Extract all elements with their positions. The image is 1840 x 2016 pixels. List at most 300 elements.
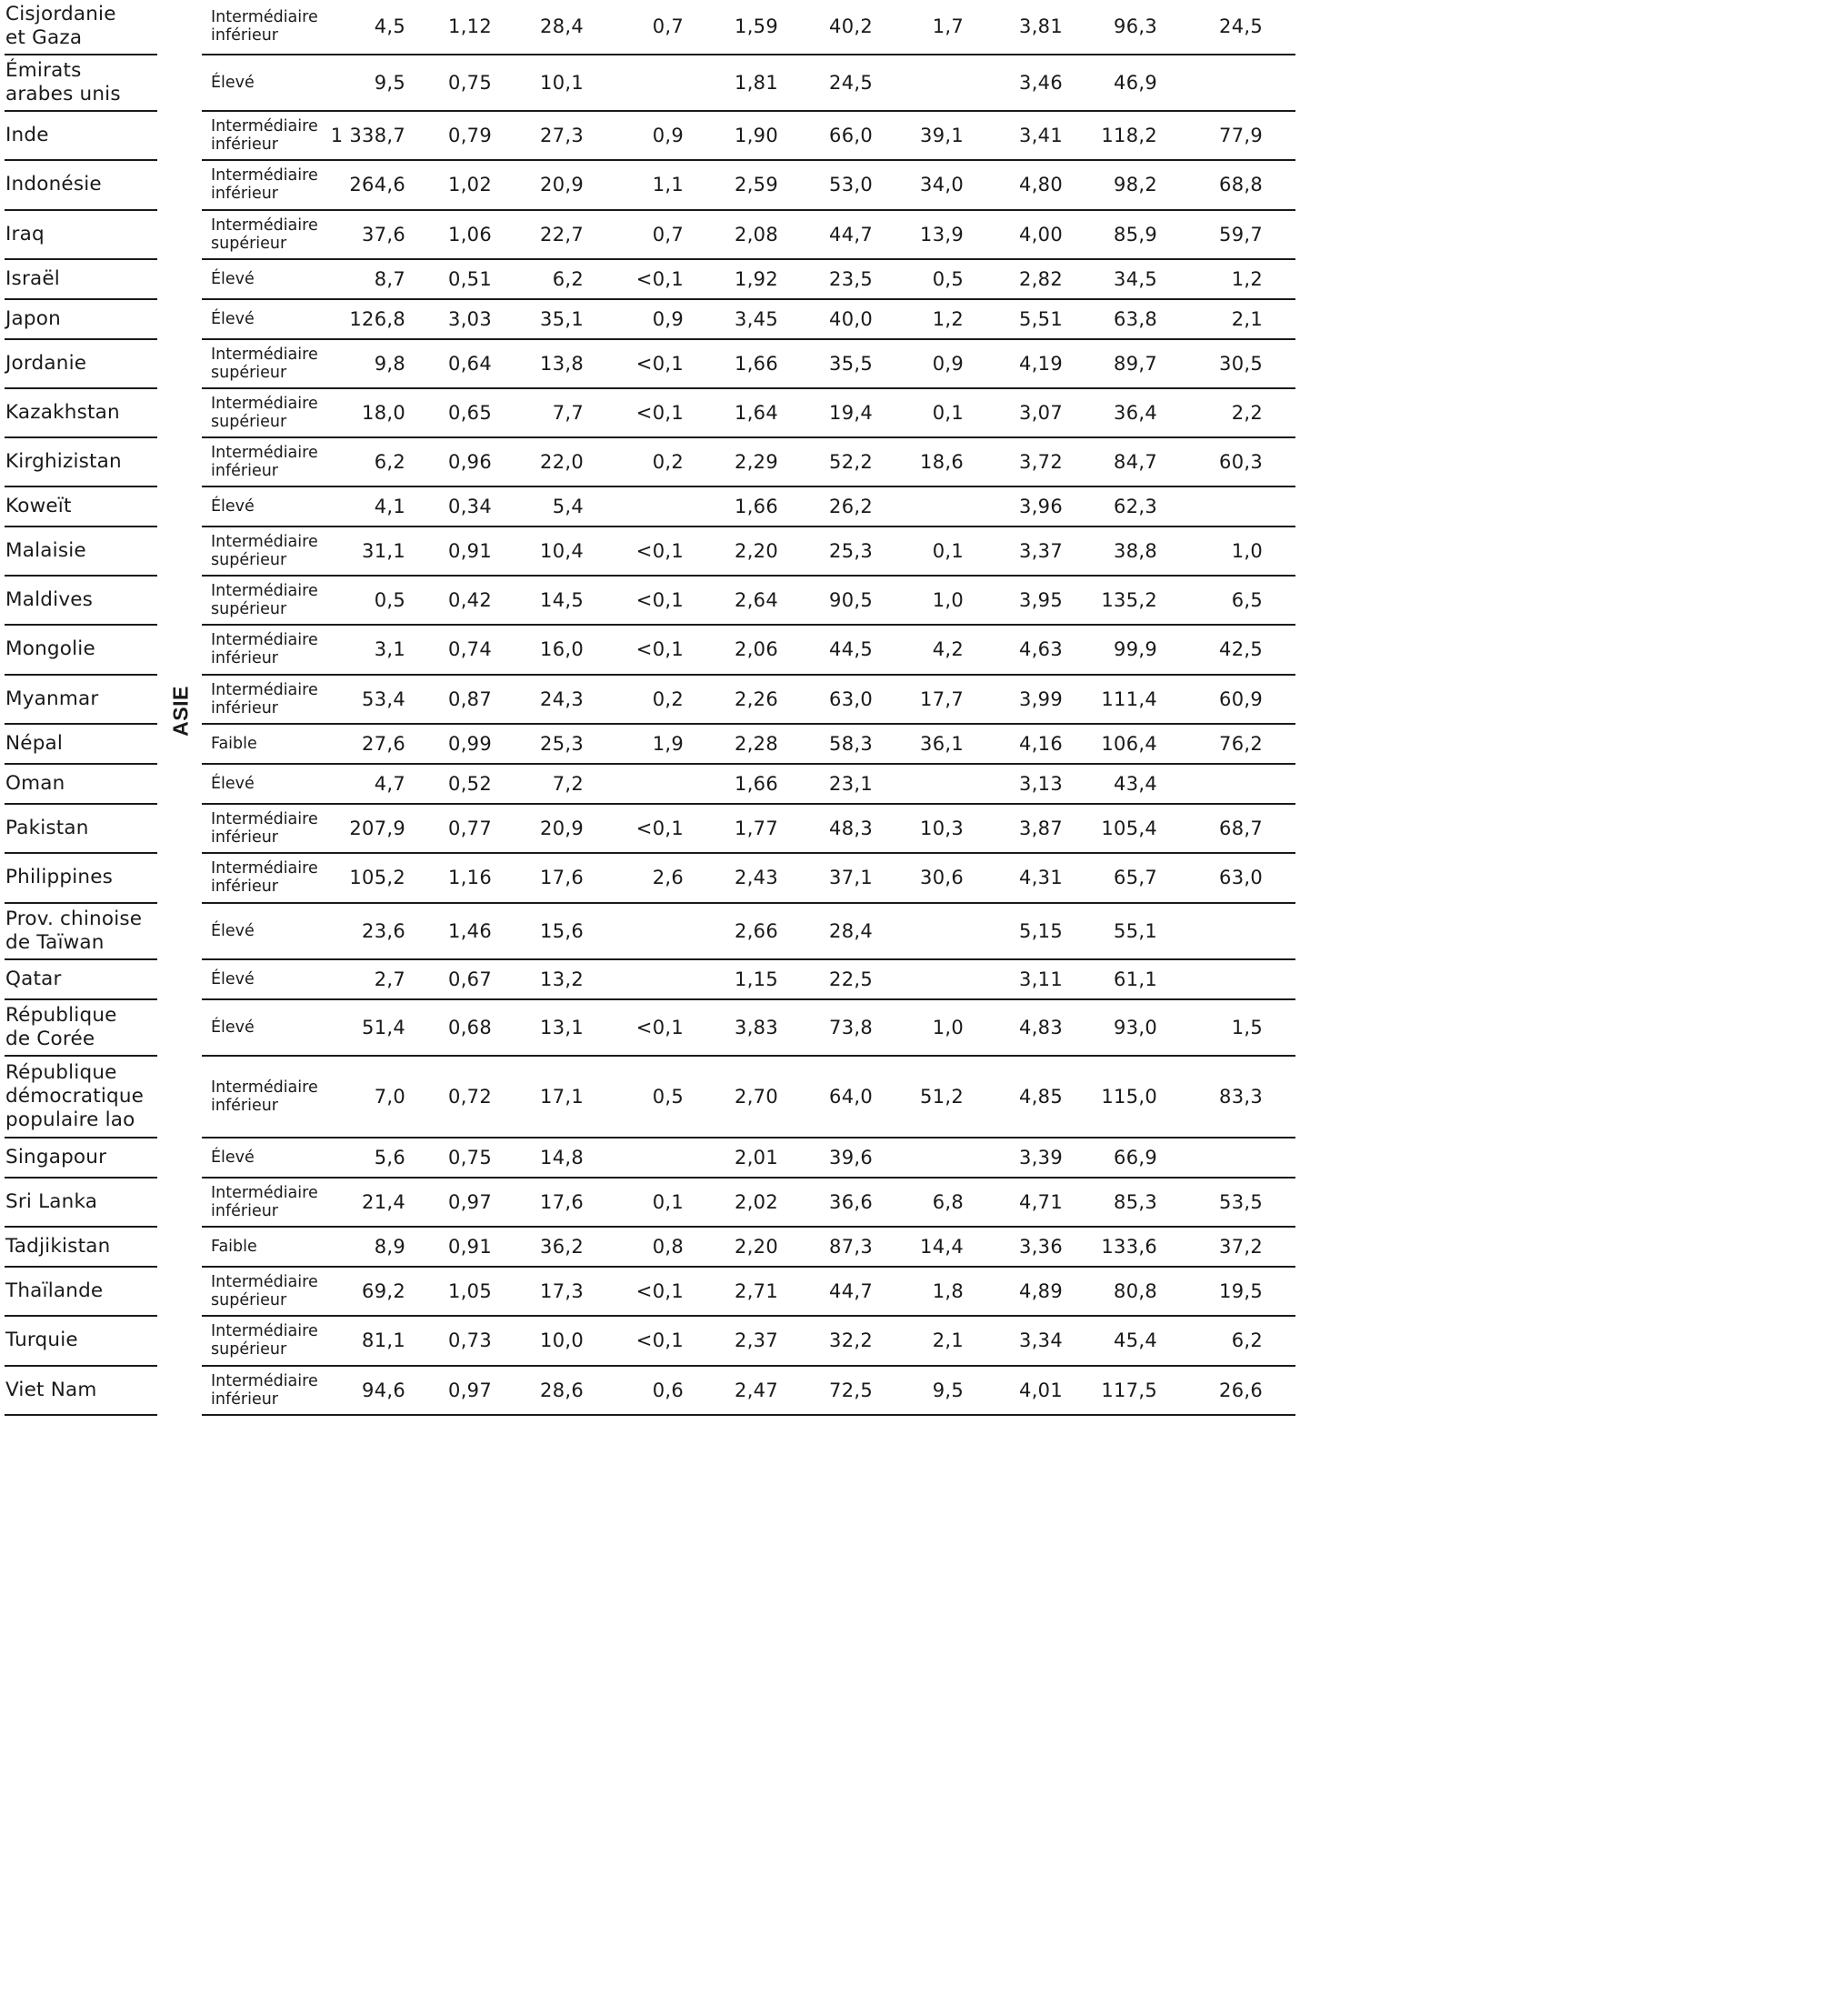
country-name: Prov. chinoise de Taïwan — [5, 907, 143, 954]
value-col-9: 133,6 — [1101, 1235, 1157, 1258]
value-col-5: 2,64 — [735, 588, 778, 611]
value-col-2: 0,34 — [448, 495, 492, 517]
country-name: Kirghizistan — [5, 449, 122, 473]
table-row — [0, 1268, 1301, 1317]
value-col-2: 0,77 — [448, 817, 492, 839]
country-name: Cisjordanie et Gaza — [5, 3, 116, 49]
value-col-5: 1,64 — [735, 401, 778, 424]
value-col-9: 85,3 — [1114, 1190, 1157, 1213]
value-col-2: 0,91 — [448, 1235, 492, 1258]
value-col-7: 0,9 — [932, 352, 964, 375]
value-col-10 — [1154, 765, 1263, 802]
value-col-3: 27,3 — [540, 124, 584, 146]
region-label: ASIE — [168, 686, 193, 737]
value-col-9: 106,4 — [1101, 732, 1157, 755]
value-col-6: 22,5 — [829, 968, 873, 990]
value-col-5: 1,92 — [735, 267, 778, 290]
value-col-6: 35,5 — [829, 352, 873, 375]
value-col-2: 0,97 — [448, 1190, 492, 1213]
value-col-2: 0,52 — [448, 772, 492, 795]
value-col-8: 4,83 — [1019, 1016, 1063, 1038]
value-col-3: 7,2 — [552, 772, 584, 795]
income-group: Élevé — [211, 496, 255, 516]
value-col-1: 94,6 — [362, 1379, 405, 1401]
country-name: Pakistan — [5, 816, 89, 839]
value-col-9: 65,7 — [1114, 867, 1157, 888]
value-col-3: 17,6 — [540, 1190, 584, 1213]
value-col-8: 3,39 — [1019, 1146, 1063, 1168]
country-name: Émirats arabes unis — [5, 58, 121, 105]
value-col-4: 0,6 — [652, 1379, 684, 1401]
value-col-6: 23,5 — [829, 267, 873, 290]
value-col-7: 1,7 — [932, 15, 964, 37]
value-col-8: 3,13 — [1019, 772, 1063, 795]
value-col-4: 0,9 — [652, 307, 684, 330]
value-col-7: 9,5 — [932, 1379, 964, 1401]
value-col-2: 0,67 — [448, 968, 492, 990]
table-row — [0, 0, 1301, 55]
value-col-8: 3,46 — [1019, 71, 1063, 94]
value-col-8: 4,01 — [1019, 1379, 1063, 1401]
value-col-2: 0,87 — [448, 687, 492, 710]
income-group: Intermédiaire inférieur — [211, 809, 318, 847]
value-col-3: 24,3 — [540, 687, 584, 710]
value-col-10: 6,2 — [1231, 1329, 1263, 1351]
value-col-9: 93,0 — [1114, 1016, 1157, 1038]
table-row — [0, 1138, 1301, 1179]
value-col-10: 37,2 — [1219, 1235, 1263, 1258]
income-group: Intermédiaire supérieur — [211, 1322, 318, 1359]
income-group: Élevé — [211, 73, 255, 92]
value-col-6: 32,2 — [829, 1329, 873, 1351]
value-col-10: 68,8 — [1219, 174, 1263, 196]
value-col-4 — [575, 765, 684, 802]
value-col-7: 30,6 — [920, 867, 964, 888]
value-col-9: 61,1 — [1114, 968, 1157, 990]
value-col-6: 63,0 — [829, 687, 873, 710]
table-row — [0, 960, 1301, 1000]
value-col-9: 55,1 — [1114, 919, 1157, 942]
value-col-2: 0,65 — [448, 401, 492, 424]
value-col-3: 14,8 — [540, 1146, 584, 1168]
value-col-6: 37,1 — [829, 867, 873, 888]
value-col-10 — [1154, 487, 1263, 525]
value-col-9: 118,2 — [1101, 124, 1157, 146]
value-col-7: 0,1 — [932, 401, 964, 424]
value-col-1: 18,0 — [362, 401, 405, 424]
value-col-4 — [575, 487, 684, 525]
row-divider — [5, 1414, 157, 1416]
value-col-8: 2,82 — [1019, 267, 1063, 290]
value-col-8: 5,51 — [1019, 307, 1063, 330]
value-col-2: 1,16 — [448, 867, 492, 888]
value-col-7: 34,0 — [920, 174, 964, 196]
value-col-6: 40,2 — [829, 15, 873, 37]
value-col-8: 4,85 — [1019, 1085, 1063, 1108]
value-col-7 — [855, 55, 964, 109]
income-group: Intermédiaire inférieur — [211, 166, 318, 203]
value-col-1: 23,6 — [362, 919, 405, 942]
table-row — [0, 487, 1301, 527]
value-col-8: 3,37 — [1019, 539, 1063, 562]
country-name: Mongolie — [5, 637, 95, 660]
income-group: Intermédiaire inférieur — [211, 1371, 318, 1409]
value-col-2: 1,02 — [448, 174, 492, 196]
value-col-7: 1,0 — [932, 1016, 964, 1038]
income-group: Élevé — [211, 921, 255, 940]
value-col-2: 1,46 — [448, 919, 492, 942]
value-col-10: 60,3 — [1219, 450, 1263, 473]
value-col-3: 13,1 — [540, 1016, 584, 1038]
value-col-2: 1,06 — [448, 223, 492, 246]
value-col-3: 10,4 — [540, 539, 584, 562]
value-col-7 — [855, 765, 964, 802]
table-row — [0, 1317, 1301, 1367]
value-col-1: 69,2 — [362, 1279, 405, 1302]
value-col-9: 62,3 — [1114, 495, 1157, 517]
value-col-4: 0,2 — [652, 450, 684, 473]
value-col-1: 37,6 — [362, 223, 405, 246]
value-col-5: 2,66 — [735, 919, 778, 942]
table-row — [0, 854, 1301, 904]
value-col-9: 105,4 — [1101, 817, 1157, 839]
value-col-10: 2,2 — [1231, 401, 1263, 424]
value-col-1: 105,2 — [349, 867, 405, 888]
value-col-7: 51,2 — [920, 1085, 964, 1108]
value-col-1: 21,4 — [362, 1190, 405, 1213]
value-col-10: 42,5 — [1219, 638, 1263, 660]
value-col-4: <0,1 — [635, 539, 684, 562]
table-row — [0, 1057, 1301, 1138]
value-col-10 — [1154, 960, 1263, 998]
table-row — [0, 577, 1301, 626]
value-col-3: 16,0 — [540, 638, 584, 660]
value-col-1: 4,1 — [374, 495, 405, 517]
value-col-4: 0,7 — [652, 223, 684, 246]
value-col-1: 264,6 — [349, 174, 405, 196]
value-col-6: 44,5 — [829, 638, 873, 660]
value-col-5: 2,71 — [735, 1279, 778, 1302]
value-col-4: 0,8 — [652, 1235, 684, 1258]
value-col-4: <0,1 — [635, 352, 684, 375]
value-col-4: 1,9 — [652, 732, 684, 755]
value-col-6: 28,4 — [829, 919, 873, 942]
value-col-10: 26,6 — [1219, 1379, 1263, 1401]
value-col-10: 1,2 — [1231, 267, 1263, 290]
value-col-4: <0,1 — [635, 638, 684, 660]
country-name: Philippines — [5, 866, 114, 888]
value-col-1: 3,1 — [374, 638, 405, 660]
value-col-10 — [1154, 1138, 1263, 1176]
value-col-4: <0,1 — [635, 1329, 684, 1351]
value-col-4 — [575, 55, 684, 109]
value-col-10: 6,5 — [1231, 588, 1263, 611]
value-col-5: 1,15 — [735, 968, 778, 990]
value-col-7 — [855, 1138, 964, 1176]
country-name: Viet Nam — [5, 1378, 97, 1401]
table-row — [0, 260, 1301, 300]
value-col-9: 135,2 — [1101, 588, 1157, 611]
income-group: Intermédiaire supérieur — [211, 532, 318, 569]
country-name: Indonésie — [5, 173, 102, 196]
value-col-2: 0,96 — [448, 450, 492, 473]
value-col-9: 85,9 — [1114, 223, 1157, 246]
value-col-4: 0,2 — [652, 687, 684, 710]
value-col-1: 0,5 — [374, 588, 405, 611]
value-col-8: 4,80 — [1019, 174, 1063, 196]
value-col-3: 10,0 — [540, 1329, 584, 1351]
value-col-7: 36,1 — [920, 732, 964, 755]
income-group: Intermédiaire inférieur — [211, 1183, 318, 1220]
value-col-3: 10,1 — [540, 71, 584, 94]
value-col-5: 2,28 — [735, 732, 778, 755]
value-col-3: 17,6 — [540, 867, 584, 888]
value-col-2: 0,51 — [448, 267, 492, 290]
country-name: Koweït — [5, 494, 72, 517]
value-col-6: 58,3 — [829, 732, 873, 755]
value-col-5: 1,59 — [735, 15, 778, 37]
value-col-6: 66,0 — [829, 124, 873, 146]
value-col-5: 1,66 — [735, 772, 778, 795]
value-col-5: 2,01 — [735, 1146, 778, 1168]
value-col-3: 14,5 — [540, 588, 584, 611]
value-col-8: 3,72 — [1019, 450, 1063, 473]
value-col-6: 23,1 — [829, 772, 873, 795]
value-col-6: 73,8 — [829, 1016, 873, 1038]
value-col-1: 8,9 — [374, 1235, 405, 1258]
value-col-2: 1,12 — [448, 15, 492, 37]
value-col-10: 1,0 — [1231, 539, 1263, 562]
value-col-5: 2,06 — [735, 638, 778, 660]
value-col-8: 3,36 — [1019, 1235, 1063, 1258]
value-col-5: 2,47 — [735, 1379, 778, 1401]
value-col-9: 111,4 — [1101, 687, 1157, 710]
value-col-7: 17,7 — [920, 687, 964, 710]
value-col-3: 28,6 — [540, 1379, 584, 1401]
value-col-8: 4,71 — [1019, 1190, 1063, 1213]
income-group: Faible — [211, 1237, 257, 1256]
value-col-3: 25,3 — [540, 732, 584, 755]
value-col-5: 1,90 — [735, 124, 778, 146]
table-row — [0, 438, 1301, 487]
value-col-8: 3,34 — [1019, 1329, 1063, 1351]
value-col-5: 2,26 — [735, 687, 778, 710]
value-col-7 — [855, 904, 964, 958]
value-col-10: 1,5 — [1231, 1016, 1263, 1038]
value-col-6: 40,0 — [829, 307, 873, 330]
table-row — [0, 1367, 1301, 1416]
value-col-3: 13,2 — [540, 968, 584, 990]
country-name: Iraq — [5, 222, 45, 246]
table-row — [0, 211, 1301, 260]
value-col-4: 0,9 — [652, 124, 684, 146]
value-col-3: 20,9 — [540, 817, 584, 839]
country-name: Thaïlande — [5, 1279, 104, 1302]
country-name: Tadjikistan — [5, 1234, 111, 1258]
value-col-7: 2,1 — [932, 1329, 964, 1351]
table-row — [0, 112, 1301, 161]
value-col-3: 15,6 — [540, 919, 584, 942]
value-col-8: 5,15 — [1019, 919, 1063, 942]
value-col-10: 19,5 — [1219, 1279, 1263, 1302]
country-name: Malaisie — [5, 538, 86, 562]
value-col-9: 84,7 — [1114, 450, 1157, 473]
value-col-5: 2,20 — [735, 539, 778, 562]
value-col-10 — [1154, 904, 1263, 958]
value-col-1: 53,4 — [362, 687, 405, 710]
value-col-9: 99,9 — [1114, 638, 1157, 660]
value-col-8: 3,81 — [1019, 15, 1063, 37]
value-col-8: 4,31 — [1019, 867, 1063, 888]
table-row — [0, 55, 1301, 112]
value-col-3: 22,7 — [540, 223, 584, 246]
value-col-4 — [575, 1138, 684, 1176]
income-group: Élevé — [211, 269, 255, 288]
value-col-10: 60,9 — [1219, 687, 1263, 710]
value-col-9: 43,4 — [1114, 772, 1157, 795]
value-col-9: 34,5 — [1114, 267, 1157, 290]
value-col-4: <0,1 — [635, 588, 684, 611]
value-col-3: 17,1 — [540, 1085, 584, 1108]
value-col-10: 77,9 — [1219, 124, 1263, 146]
income-group: Élevé — [211, 1148, 255, 1167]
value-col-10: 53,5 — [1219, 1190, 1263, 1213]
value-col-9: 98,2 — [1114, 174, 1157, 196]
value-col-2: 0,97 — [448, 1379, 492, 1401]
income-group: Élevé — [211, 1018, 255, 1037]
table-row — [0, 1000, 1301, 1057]
value-col-9: 89,7 — [1114, 352, 1157, 375]
value-col-3: 17,3 — [540, 1279, 584, 1302]
country-name: République de Corée — [5, 1003, 117, 1050]
income-group: Élevé — [211, 774, 255, 793]
value-col-8: 3,11 — [1019, 968, 1063, 990]
value-col-4: <0,1 — [635, 817, 684, 839]
value-col-5: 1,81 — [735, 71, 778, 94]
value-col-5: 2,29 — [735, 450, 778, 473]
value-col-5: 2,43 — [735, 867, 778, 888]
value-col-6: 44,7 — [829, 1279, 873, 1302]
table-row — [0, 1179, 1301, 1228]
value-col-4: 1,1 — [652, 174, 684, 196]
value-col-4: <0,1 — [635, 401, 684, 424]
country-name: Japon — [5, 306, 61, 330]
value-col-2: 0,42 — [448, 588, 492, 611]
value-col-5: 1,66 — [735, 352, 778, 375]
value-col-3: 35,1 — [540, 307, 584, 330]
country-name: Turquie — [5, 1329, 78, 1351]
value-col-7: 4,2 — [932, 638, 964, 660]
value-col-9: 46,9 — [1114, 71, 1157, 94]
country-name: République démocratique populaire lao — [5, 1060, 145, 1131]
income-group: Intermédiaire inférieur — [211, 1078, 318, 1115]
country-name: Népal — [5, 731, 64, 755]
value-col-6: 19,4 — [829, 401, 873, 424]
value-col-8: 4,00 — [1019, 223, 1063, 246]
value-col-4: 2,6 — [652, 867, 684, 888]
value-col-1: 81,1 — [362, 1329, 405, 1351]
value-col-6: 36,6 — [829, 1190, 873, 1213]
value-col-5: 2,20 — [735, 1235, 778, 1258]
value-col-1: 126,8 — [349, 307, 405, 330]
income-group: Intermédiaire inférieur — [211, 680, 318, 717]
value-col-10: 76,2 — [1219, 732, 1263, 755]
value-col-10: 30,5 — [1219, 352, 1263, 375]
value-col-4: <0,1 — [635, 267, 684, 290]
value-col-6: 24,5 — [829, 71, 873, 94]
income-group: Intermédiaire supérieur — [211, 216, 318, 253]
value-col-5: 2,59 — [735, 174, 778, 196]
country-name: Maldives — [5, 587, 94, 611]
value-col-10: 63,0 — [1219, 867, 1263, 888]
value-col-9: 115,0 — [1101, 1085, 1157, 1108]
value-col-8: 4,19 — [1019, 352, 1063, 375]
table-row — [0, 527, 1301, 577]
value-col-1: 4,5 — [374, 15, 405, 37]
value-col-3: 22,0 — [540, 450, 584, 473]
value-col-10: 59,7 — [1219, 223, 1263, 246]
value-col-10 — [1154, 55, 1263, 109]
value-col-1: 2,7 — [374, 968, 405, 990]
value-col-6: 25,3 — [829, 539, 873, 562]
value-col-9: 45,4 — [1114, 1329, 1157, 1351]
table-row — [0, 340, 1301, 389]
value-col-8: 4,63 — [1019, 638, 1063, 660]
income-group: Intermédiaire inférieur — [211, 443, 318, 480]
value-col-9: 117,5 — [1101, 1379, 1157, 1401]
country-name: Israël — [5, 266, 60, 290]
value-col-7: 1,2 — [932, 307, 964, 330]
country-name: Singapour — [5, 1145, 107, 1168]
value-col-1: 9,8 — [374, 352, 405, 375]
value-col-3: 20,9 — [540, 174, 584, 196]
value-col-1: 207,9 — [349, 817, 405, 839]
country-name: Qatar — [5, 967, 62, 990]
country-name: Oman — [5, 771, 65, 795]
value-col-5: 1,77 — [735, 817, 778, 839]
value-col-8: 3,41 — [1019, 124, 1063, 146]
value-col-8: 4,89 — [1019, 1279, 1063, 1302]
income-group: Intermédiaire supérieur — [211, 345, 318, 382]
value-col-5: 2,70 — [735, 1085, 778, 1108]
value-col-3: 5,4 — [552, 495, 584, 517]
value-col-6: 39,6 — [829, 1146, 873, 1168]
value-col-5: 1,66 — [735, 495, 778, 517]
income-group: Élevé — [211, 309, 255, 328]
value-col-1: 5,6 — [374, 1146, 405, 1168]
value-col-7: 14,4 — [920, 1235, 964, 1258]
value-col-2: 0,68 — [448, 1016, 492, 1038]
country-name: Jordanie — [5, 351, 87, 375]
value-col-9: 36,4 — [1114, 401, 1157, 424]
country-name: Kazakhstan — [5, 400, 120, 424]
value-col-3: 7,7 — [552, 401, 584, 424]
value-col-6: 52,2 — [829, 450, 873, 473]
value-col-2: 0,75 — [448, 71, 492, 94]
value-col-4: <0,1 — [635, 1279, 684, 1302]
value-col-1: 51,4 — [362, 1016, 405, 1038]
value-col-6: 72,5 — [829, 1379, 873, 1401]
value-col-5: 2,08 — [735, 223, 778, 246]
value-col-3: 6,2 — [552, 267, 584, 290]
value-col-5: 2,37 — [735, 1329, 778, 1351]
value-col-2: 0,99 — [448, 732, 492, 755]
value-col-6: 48,3 — [829, 817, 873, 839]
value-col-2: 0,64 — [448, 352, 492, 375]
table-row — [0, 389, 1301, 438]
value-col-6: 90,5 — [829, 588, 873, 611]
income-group: Intermédiaire supérieur — [211, 394, 318, 431]
